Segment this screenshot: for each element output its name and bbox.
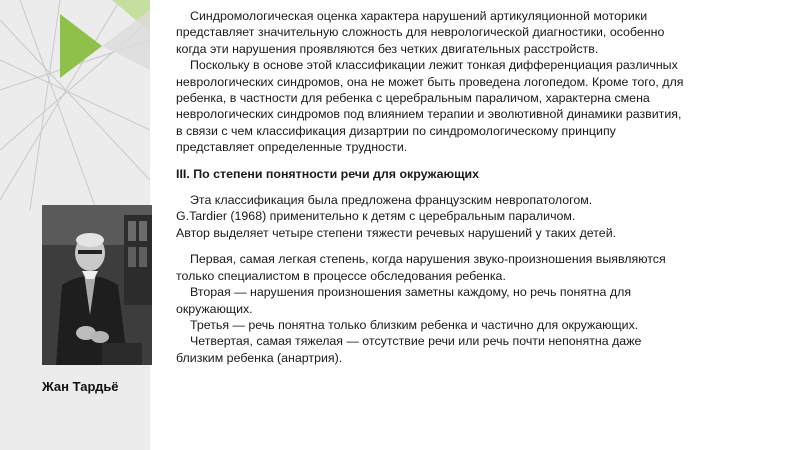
text-line: Автор выделяет четыре степени тяжести речевых нарушений у таких детей. [176,225,617,240]
text-line: G.Tardier (1968) применительно к детям с церебральным параличом. [176,209,576,224]
text-line: близким ребенка (анартрия). [176,350,343,365]
spacer [176,182,776,192]
text-line: в связи с чем классификация дизартрии по синдромологическому принципу [176,123,616,138]
spacer [176,241,776,251]
text-line: Третья — речь понятна только близким ребенка и частично для окружающих. [190,317,639,332]
text-line: неврологических синдромов под влиянием терапии и эволютивной динамики развития, [176,107,682,122]
text-line: неврологических синдромов, она не может быть проведена логопедом. Кроме того, для [176,74,684,89]
section-heading: III. По степени понятности речи для окружающих [176,166,480,181]
text-line: Четвертая, самая тяжелая — отсутствие речи или речь почти непонятна даже [190,334,642,349]
text-line: когда эти нарушения проявляются без четких двигательных расстройств. [176,41,599,56]
text-line: Синдромологическая оценка характера нарушений артикуляционной моторики [190,9,648,23]
spacer [176,156,776,166]
text-line: ребенка, в частности для ребенка с церебральным параличом, характерна смена [176,91,650,106]
text-line: Эта классификация была предложена французским невропатологом. [190,193,593,208]
green-arrow-icon [60,14,102,78]
text-line: окружающих. [176,301,253,316]
text-line: представляет значительную сложность для неврологической диагностики, особенно [176,25,665,40]
text-line: только специалистом в процессе обследования ребенка. [176,268,506,283]
text-line: Первая, самая легкая степень, когда нарушения звуко-произношения выявляются [190,252,666,267]
text-line: представляет определенные трудности. [176,140,408,155]
text-line: Поскольку в основе этой классификации лежит тонкая дифференциация различных [190,58,678,73]
portrait-photo [42,205,152,365]
main-text [176,8,776,366]
text-line: Вторая — нарушения произношения заметны каждому, но речь понятна для [190,285,632,300]
photo-caption: Жан Тардьё [42,379,119,394]
